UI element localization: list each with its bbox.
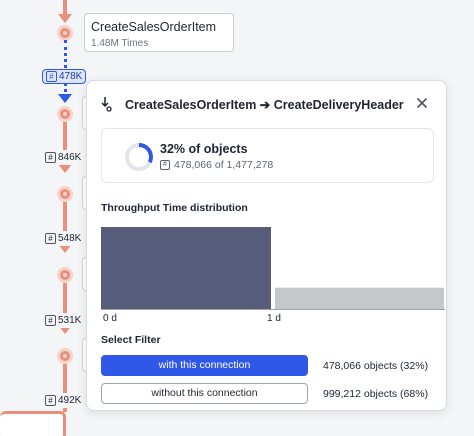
tick-label: 1 d [267,313,281,324]
popover-title: CreateSalesOrderItem ➔ CreateDeliveryHeader [125,97,404,112]
share-donut-chart [124,142,154,172]
share-detail-text: 478,066 of 1,477,278 [174,159,274,171]
arrow-down-icon [58,164,72,173]
hash-icon: # [45,233,56,244]
connection-badge[interactable] [45,393,81,408]
throughput-histogram [101,221,445,311]
popover-header [101,94,432,114]
histogram-bar [101,227,271,309]
activity-node[interactable] [57,106,73,122]
connection-details-popover [86,80,447,411]
connection-badge[interactable] [45,150,81,165]
throughput-title: Throughput Time distribution [101,202,248,214]
connection-count: 531K [58,315,82,326]
connection-badge[interactable] [45,231,81,246]
without-connection-count: 999,212 objects (68%) [323,388,429,400]
activity-card[interactable] [0,411,66,436]
connection-count: 548K [58,233,82,244]
object-share-card [101,128,434,183]
activity-card[interactable] [84,13,234,52]
connection-badge[interactable] [45,313,81,328]
close-icon[interactable] [414,95,430,111]
arrow-down-icon [58,14,72,23]
connection-count: 492K [58,395,82,406]
activity-node[interactable] [57,25,73,41]
connection-count: 846K [58,152,82,163]
connection-badge-selected[interactable] [42,69,86,84]
hash-icon: # [46,71,57,82]
activity-node[interactable] [57,186,73,202]
activity-node[interactable] [57,348,73,364]
activity-node[interactable] [57,267,73,283]
activity-count: 1.48M Times [91,38,149,49]
with-connection-count: 478,066 objects (32%) [323,360,429,372]
connection-count: 478K [59,71,83,82]
activity-name: CreateSalesOrderItem [91,20,217,34]
share-percent: 32% of objects [160,142,248,156]
filter-title: Select Filter [101,334,161,346]
without-connection-button[interactable]: without this connection [101,383,308,404]
share-detail [160,159,273,171]
tick-label: 0 d [103,313,117,324]
hash-icon: # [45,152,56,163]
connection-icon [101,96,115,112]
selected-flow-edge[interactable] [64,40,67,92]
with-connection-button[interactable]: with this connection [101,355,308,376]
hash-icon: # [45,315,56,326]
hash-icon: # [160,160,170,170]
arrow-down-icon [58,94,72,103]
histogram-bar [275,288,444,309]
hash-icon: # [45,395,56,406]
